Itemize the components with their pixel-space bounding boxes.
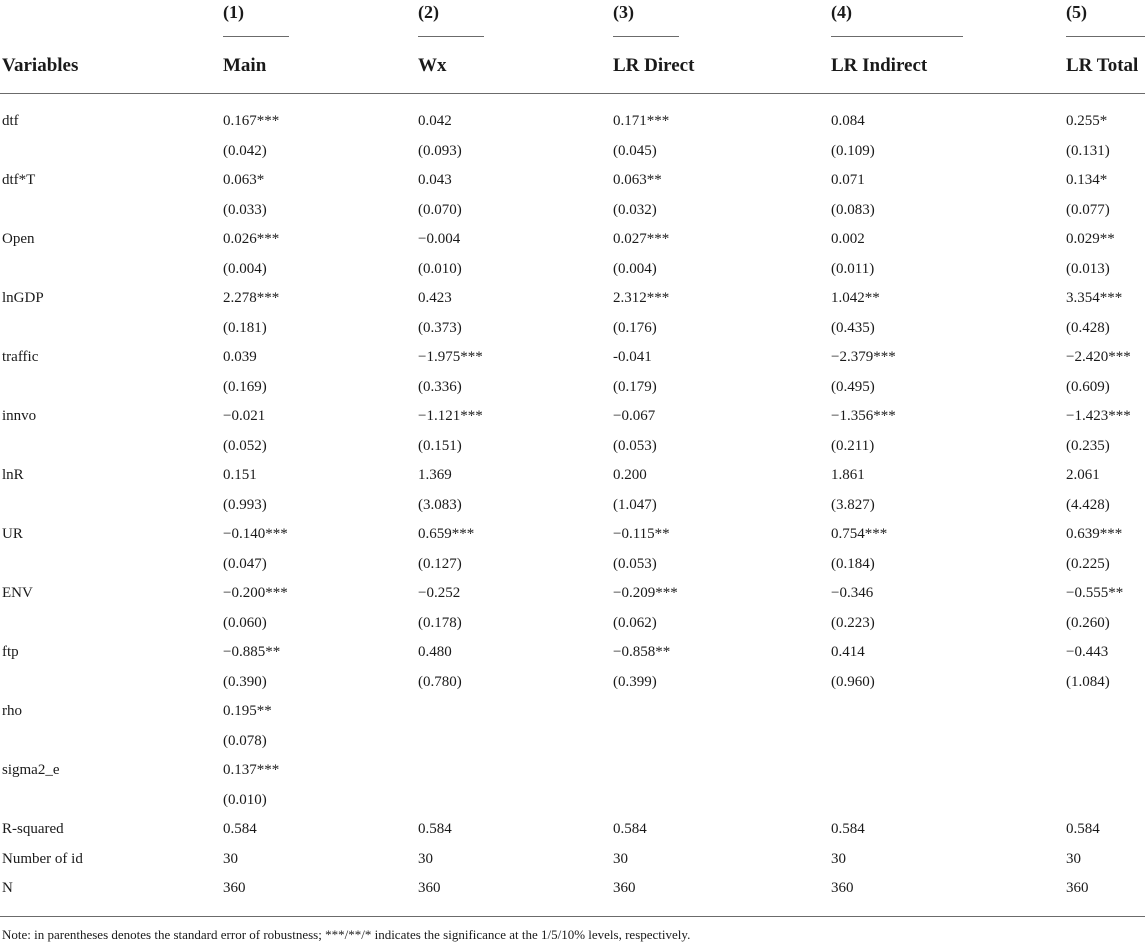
table-cell: -0.041 [613, 349, 652, 365]
column-rule-3 [613, 36, 679, 37]
table-cell: (0.495) [831, 378, 875, 395]
table-cell: (0.179) [613, 378, 657, 395]
table-cell: 0.414 [831, 644, 865, 660]
table-cell: −0.004 [418, 231, 461, 247]
table-cell: −0.067 [613, 408, 656, 424]
row-label: dtf [2, 113, 19, 129]
table-row [0, 786, 1145, 816]
table-cell: (0.052) [223, 437, 267, 454]
table-cell: −2.379*** [831, 349, 896, 365]
table-cell: 360 [418, 880, 441, 896]
row-label: innvo [2, 408, 37, 424]
table-row [0, 550, 1145, 580]
table-cell: 0.071 [831, 172, 865, 188]
row-label: N [2, 880, 13, 896]
table-cell: (0.223) [831, 614, 875, 631]
table-row [0, 609, 1145, 639]
table-cell: 0.042 [418, 113, 452, 129]
row-label: traffic [2, 349, 39, 365]
table-cell: 0.084 [831, 113, 865, 129]
table-cell: 0.137*** [223, 762, 280, 778]
table-cell: (0.336) [418, 378, 462, 395]
table-row [0, 225, 1145, 255]
table-cell: 0.043 [418, 172, 452, 188]
table-cell: (0.070) [418, 201, 462, 218]
table-cell: −1.356*** [831, 408, 896, 424]
table-cell: (1.084) [1066, 673, 1110, 690]
table-row [0, 491, 1145, 521]
table-row [0, 845, 1145, 875]
column-name-2: Wx [418, 55, 447, 76]
table-cell: (0.004) [613, 260, 657, 277]
table-cell: 360 [613, 880, 636, 896]
table-row [0, 255, 1145, 285]
table-cell: 0.171*** [613, 113, 670, 129]
table-cell: −0.555** [1066, 585, 1124, 601]
table-cell: (0.045) [613, 142, 657, 159]
table-cell: (0.609) [1066, 378, 1110, 395]
table-cell: (0.960) [831, 673, 875, 690]
table-row [0, 137, 1145, 167]
table-row [0, 638, 1145, 668]
table-cell: (0.032) [613, 201, 657, 218]
table-cell: 0.584 [223, 821, 257, 837]
table-cell: 30 [1066, 850, 1081, 867]
table-note: Note: in parentheses denotes the standard error of robustness; ***/**/* indicates the significance at the 1/5/10% levels, respectively. [2, 927, 691, 942]
column-rule-4 [831, 36, 963, 37]
table-row [0, 432, 1145, 462]
row-label: Number of id [2, 850, 83, 867]
table-cell: 0.639*** [1066, 526, 1123, 542]
column-number-2: (2) [418, 2, 439, 22]
table-cell: (0.011) [831, 260, 875, 277]
table-cell: 0.480 [418, 644, 452, 660]
table-cell: 0.134* [1066, 172, 1108, 188]
table-cell: (0.235) [1066, 437, 1110, 454]
table-cell: (0.780) [418, 673, 462, 690]
table-cell: (0.435) [831, 319, 875, 336]
table-cell: (0.053) [613, 437, 657, 454]
column-rule-5 [1066, 36, 1145, 37]
row-label: Open [2, 231, 35, 247]
table-cell: (0.013) [1066, 260, 1110, 277]
table-cell: 3.354*** [1066, 290, 1123, 306]
table-cell: −1.121*** [418, 408, 483, 424]
table-cell: 0.029** [1066, 231, 1115, 247]
table-row [0, 874, 1145, 904]
table-cell: 30 [613, 850, 628, 867]
table-cell: 0.151 [223, 467, 257, 483]
table-cell: 0.659*** [418, 526, 475, 542]
table-row [0, 284, 1145, 314]
row-label: R-squared [2, 821, 64, 837]
table-cell: (0.062) [613, 614, 657, 631]
table-cell: 0.063* [223, 172, 265, 188]
column-number-4: (4) [831, 2, 852, 22]
table-cell: (0.993) [223, 496, 267, 513]
table-cell: 30 [418, 850, 433, 867]
table-cell: 0.584 [418, 821, 452, 837]
table-cell: 0.026*** [223, 231, 280, 247]
table-cell: 0.754*** [831, 526, 888, 542]
table-cell: 0.039 [223, 349, 257, 365]
table-cell: 0.200 [613, 467, 647, 483]
column-number-5: (5) [1066, 2, 1087, 22]
table-cell: −1.975*** [418, 349, 483, 365]
table-cell: (0.211) [831, 437, 875, 454]
table-cell: −0.346 [831, 585, 874, 601]
table-row [0, 727, 1145, 757]
header-bottom-rule [0, 93, 1145, 94]
table-cell: (1.047) [613, 496, 657, 513]
column-name-3: LR Direct [613, 55, 695, 76]
table-cell: 0.063** [613, 172, 662, 188]
table-cell: (0.042) [223, 142, 267, 159]
table-cell: 1.369 [418, 467, 452, 483]
table-cell: (0.390) [223, 673, 267, 690]
table-cell: 0.423 [418, 290, 452, 306]
table-cell: (0.181) [223, 319, 267, 336]
table-row [0, 402, 1145, 432]
table-cell: 0.255* [1066, 113, 1108, 129]
variables-header: Variables [2, 55, 79, 76]
table-cell: 0.584 [831, 821, 865, 837]
table-cell: 0.584 [1066, 821, 1100, 837]
row-label: UR [2, 526, 23, 542]
table-cell: (0.083) [831, 201, 875, 218]
table-cell: (0.399) [613, 673, 657, 690]
table-cell: −0.115** [613, 526, 670, 542]
table-cell: −0.885** [223, 644, 281, 660]
column-number-3: (3) [613, 2, 634, 22]
table-row [0, 107, 1145, 137]
table-cell: −0.200*** [223, 585, 288, 601]
table-cell: 2.278*** [223, 290, 280, 306]
table-cell: (0.010) [223, 791, 267, 808]
table-cell: (0.225) [1066, 555, 1110, 572]
table-cell: (0.053) [613, 555, 657, 572]
table-cell: (0.004) [223, 260, 267, 277]
row-label: rho [2, 703, 22, 719]
table-cell: 360 [831, 880, 854, 896]
table-cell: (0.093) [418, 142, 462, 159]
table-cell: (0.078) [223, 732, 267, 749]
table-row [0, 579, 1145, 609]
table-cell: −2.420*** [1066, 349, 1131, 365]
table-bottom-rule [0, 916, 1145, 917]
row-label: lnR [2, 467, 24, 483]
table-cell: (0.033) [223, 201, 267, 218]
table-row [0, 166, 1145, 196]
table-cell: (0.109) [831, 142, 875, 159]
table-row [0, 697, 1145, 727]
table-cell: (3.083) [418, 496, 462, 513]
table-cell: 30 [831, 850, 846, 867]
row-label: lnGDP [2, 290, 44, 306]
table-row [0, 314, 1145, 344]
table-row [0, 815, 1145, 845]
table-cell: (0.060) [223, 614, 267, 631]
table-cell: (0.131) [1066, 142, 1110, 159]
table-cell: −1.423*** [1066, 408, 1131, 424]
table-cell: 1.861 [831, 467, 865, 483]
table-row [0, 343, 1145, 373]
row-label: ftp [2, 644, 19, 660]
table-row [0, 461, 1145, 491]
row-label: dtf*T [2, 172, 36, 188]
table-cell: (0.184) [831, 555, 875, 572]
table-cell: −0.021 [223, 408, 266, 424]
table-row [0, 373, 1145, 403]
row-label: ENV [2, 585, 33, 601]
table-cell: −0.140*** [223, 526, 288, 542]
table-cell: (0.176) [613, 319, 657, 336]
column-rule-1 [223, 36, 289, 37]
table-row [0, 520, 1145, 550]
table-cell: 360 [1066, 880, 1089, 896]
table-cell: 0.002 [831, 231, 865, 247]
table-cell: (0.428) [1066, 319, 1110, 336]
table-cell: (0.077) [1066, 201, 1110, 218]
table-cell: (3.827) [831, 496, 875, 513]
table-cell: 0.195** [223, 703, 272, 719]
column-rule-2 [418, 36, 484, 37]
table-cell: −0.858** [613, 644, 671, 660]
table-row [0, 756, 1145, 786]
table-cell: (0.178) [418, 614, 462, 631]
row-label: sigma2_e [2, 762, 60, 778]
table-cell: −0.252 [418, 585, 461, 601]
table-cell: (4.428) [1066, 496, 1110, 513]
table-cell: (0.047) [223, 555, 267, 572]
table-cell: (0.151) [418, 437, 462, 454]
table-cell: (0.010) [418, 260, 462, 277]
column-number-1: (1) [223, 2, 244, 22]
table-row [0, 668, 1145, 698]
table-cell: (0.373) [418, 319, 462, 336]
table-cell: 0.584 [613, 821, 647, 837]
table-cell: −0.443 [1066, 644, 1109, 660]
table-cell: (0.260) [1066, 614, 1110, 631]
table-cell: 30 [223, 850, 238, 867]
table-cell: 1.042** [831, 290, 880, 306]
table-row [0, 196, 1145, 226]
table-cell: (0.169) [223, 378, 267, 395]
column-name-5: LR Total [1066, 55, 1139, 76]
column-name-4: LR Indirect [831, 55, 928, 76]
table-cell: 0.027*** [613, 231, 670, 247]
table-cell: 2.061 [1066, 467, 1100, 483]
table-cell: 0.167*** [223, 113, 280, 129]
table-cell: 2.312*** [613, 290, 670, 306]
table-cell: (0.127) [418, 555, 462, 572]
table-cell: 360 [223, 880, 246, 896]
column-name-1: Main [223, 55, 267, 76]
table-cell: −0.209*** [613, 585, 678, 601]
